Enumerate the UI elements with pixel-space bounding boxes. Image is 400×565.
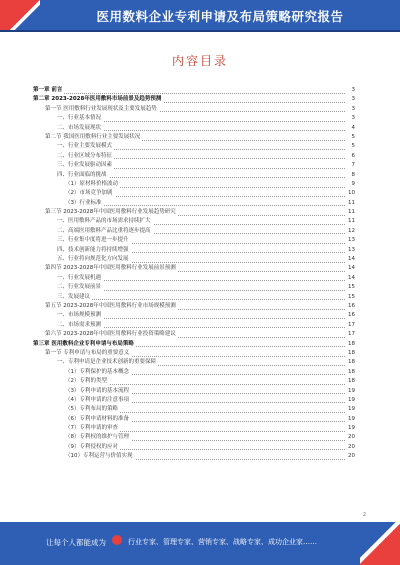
toc-entry-page: 8 [350,171,356,180]
toc-entry-page: 15 [346,293,355,302]
toc-entry-title: 一、行业基本情况 [57,114,103,123]
toc-entry-page: 18 [346,340,355,349]
toc-entry-page: 11 [346,199,355,208]
toc-entry-title: 二、行业发展前景 [57,283,103,292]
toc-entry-title: 四、行业面临的挑战 [57,171,109,180]
toc-entry-page: 5 [350,142,356,151]
toc-entry[interactable] [33,405,355,414]
toc-entry[interactable] [33,171,355,180]
toc-entry-page: 16 [346,311,355,320]
toc-entry-title: 第一章 前言 [33,86,64,95]
toc-entry-page: 17 [346,321,355,330]
toc-entry-title: 第二节 我国医用敷料行业主要发展状况 [45,133,142,142]
toc-entry[interactable] [33,133,355,142]
toc-entry[interactable] [33,208,355,217]
toc-entry[interactable] [33,86,355,95]
toc-entry-page: 3 [350,86,356,95]
footer-decoration [360,522,400,565]
header-underline [0,30,400,32]
toc-entry-page: 12 [346,227,355,236]
toc-entry[interactable] [33,349,355,358]
toc-entry-title: 第二章 2023-2028年医用敷料市场前景及趋势预测 [33,95,163,104]
toc-entry[interactable] [33,274,355,283]
toc-entry-page: 18 [346,377,355,386]
toc-entry-page: 5 [350,133,356,142]
toc-entry-title: （3）专利申请的基本流程 [65,387,131,396]
toc-entry[interactable] [33,189,355,198]
toc-leader-dots [33,93,345,94]
toc-entry[interactable] [33,180,355,189]
toc-entry-title: 五、行业将向规范化方向发展 [57,255,131,264]
toc-entry-title: 第一节 专利申请与布局的重要意义 [45,349,131,358]
toc-entry-page: 14 [346,274,355,283]
toc-entry-page: 7 [350,161,356,170]
toc-entry-title: 第四节 2023-2028年中国医用敷料行业发展前景预测 [45,264,178,273]
toc-entry-page: 14 [346,264,355,273]
toc-entry-page: 19 [346,387,355,396]
footer-logo-icon [112,535,122,545]
toc-entry-title: 二、市场发展现状 [57,124,103,133]
toc-entry-title: 二、市场需求预测 [57,321,103,330]
toc-entry[interactable] [33,340,355,349]
toc-entry[interactable] [33,152,355,161]
toc-entry-page: 17 [346,330,355,339]
toc-entry-page: 19 [346,424,355,433]
toc-entry-page: 20 [346,452,355,461]
toc-entry-title: 第三节 2023-2028年中国医用敷料行业发展趋势研究 [45,208,178,217]
toc-entry[interactable] [33,452,355,461]
toc-entry[interactable] [33,443,355,452]
toc-entry-title: 第六节 2023-2028年中国医用敷料行业投资策略建议 [45,330,178,339]
toc-entry[interactable] [33,264,355,273]
toc-entry-title: 四、技术创新能力将持续增强 [57,246,131,255]
report-header [0,0,400,32]
toc-entry[interactable] [33,330,355,339]
toc-entry-page: 3 [350,105,356,114]
toc-entry-title: 三、行业发展驱动因素 [57,161,114,170]
toc-entry-title: （2）专利的类型 [65,377,109,386]
toc-entry[interactable] [33,424,355,433]
toc-entry-title: 一、医用敷料产品的市场需求持续扩大 [57,217,153,226]
toc-entry[interactable] [33,105,355,114]
toc-entry[interactable] [33,217,355,226]
toc-entry-page: 11 [346,208,355,217]
header-decoration [0,0,40,32]
toc-entry-page: 14 [346,255,355,264]
toc-entry[interactable] [33,161,355,170]
report-title: 医用数料企业专利申请及布局策略研究报告 [96,9,344,24]
toc-entry-title: （5）专利布局的策略 [65,405,120,414]
toc-entry[interactable] [33,358,355,367]
footer-slogan: 让每个人都能成为 [46,538,106,547]
toc-entry[interactable] [33,236,355,245]
toc-entry-page: 20 [346,443,355,452]
toc-heading: 内容目录 [171,54,228,68]
report-footer [0,522,400,565]
toc-entry-page: 19 [346,415,355,424]
toc-entry-title: 第五节 2023-2028年中国医用敷料行业市场规模预测 [45,302,178,311]
toc-entry-page: 19 [346,405,355,414]
toc-entry[interactable] [33,283,355,292]
toc-entry-title: 一、专利申请是企业技术创新的重要保障 [57,358,158,367]
toc-entry-page: 19 [346,396,355,405]
toc-entry[interactable] [33,302,355,311]
toc-entry-title: 一、市场规模预测 [57,311,103,320]
toc-entry-title: 二、行业区域分布特征 [57,152,114,161]
toc-entry-title: 三、发展建议 [57,293,92,302]
toc-entry-page: 18 [346,368,355,377]
toc-entry-title: （7）专利申请的审查 [65,424,120,433]
toc-entry-page: 3 [350,114,356,123]
toc-entry-page: 16 [346,302,355,311]
toc-entry-page: 18 [346,349,355,358]
toc-leader-dots [65,205,345,206]
toc-entry-title: 第三章 医用敷料企业专利申请与布局策略 [33,340,136,349]
toc-entry[interactable] [33,124,355,133]
toc-entry[interactable] [33,387,355,396]
toc-entry[interactable] [33,377,355,386]
toc-entry[interactable] [33,396,355,405]
page-number: 2 [362,512,366,518]
toc-leader-dots [57,299,345,300]
toc-entry-title: 一、行业主要发展模式 [57,142,114,151]
toc-entry[interactable] [33,246,355,255]
toc-entry-title: 三、行业集中度将进一步提升 [57,236,131,245]
toc-entry-page: 20 [346,433,355,442]
footer-tagline: 行业专家、管理专家、营销专家、战略专家、成功企业家…… [128,538,317,546]
table-of-contents [33,86,355,462]
toc-entry[interactable] [33,321,355,330]
toc-entry-title: （1）专利保护的基本概念 [65,368,131,377]
toc-entry-title: 二、高端医用敷料产品比重将逐步提高 [57,227,153,236]
toc-entry-title: （10）专利运营与价值实现 [65,452,135,461]
toc-entry-title: （9）专利侵权的应对 [65,443,120,452]
toc-entry[interactable] [33,368,355,377]
toc-entry-page: 9 [350,180,356,189]
toc-entry[interactable] [33,142,355,151]
toc-entry-page: 4 [350,124,356,133]
toc-entry[interactable] [33,433,355,442]
toc-entry-title: （2）市场竞争加剧 [65,189,115,198]
toc-entry-title: （1）原材料价格波动 [65,180,120,189]
toc-entry-page: 13 [346,236,355,245]
toc-entry-page: 3 [350,95,356,104]
toc-entry-page: 11 [346,217,355,226]
toc-entry[interactable] [33,199,355,208]
toc-entry-title: （6）专利申请材料的准备 [65,415,131,424]
toc-entry[interactable] [33,227,355,236]
toc-entry-page: 6 [350,152,356,161]
toc-entry-title: （8）专利权的维护与管理 [65,433,131,442]
toc-entry-title: 一、行业发展机遇 [57,274,103,283]
toc-entry-page: 18 [346,358,355,367]
toc-entry-page: 13 [346,246,355,255]
toc-entry[interactable] [33,95,355,104]
toc-entry-title: （4）专利申请的注意事项 [65,396,131,405]
toc-entry[interactable] [33,415,355,424]
toc-entry-page: 15 [346,283,355,292]
toc-entry[interactable] [33,293,355,302]
toc-entry-title: （3）行业标准 [65,199,104,208]
toc-entry-page: 10 [346,189,355,198]
toc-entry-title: 第一节 医用敷料行业发展现状及主要发展趋势 [45,105,159,114]
toc-entry[interactable] [33,255,355,264]
toc-entry[interactable] [33,114,355,123]
toc-entry[interactable] [33,311,355,320]
